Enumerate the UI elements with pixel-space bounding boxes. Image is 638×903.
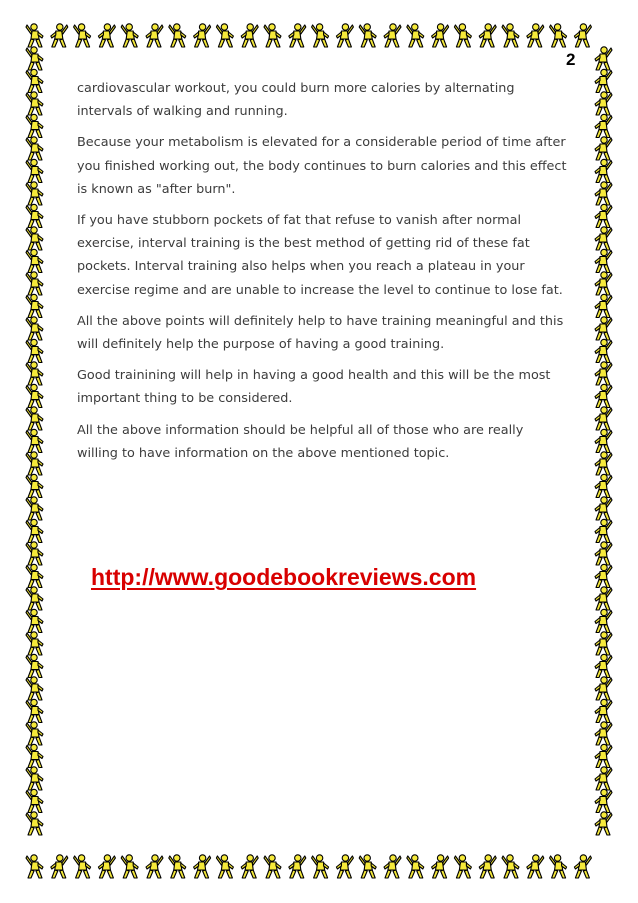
person-figure-icon	[26, 519, 43, 542]
person-figure-icon	[432, 24, 449, 47]
person-figure-icon	[121, 24, 138, 47]
person-figure-icon	[26, 114, 43, 137]
person-figure-icon	[384, 24, 401, 47]
person-figure-icon	[336, 24, 353, 47]
person-figure-icon	[74, 855, 91, 878]
person-figure-icon	[26, 744, 43, 767]
person-figure-icon	[26, 609, 43, 632]
person-figure-icon	[26, 587, 43, 610]
person-figure-icon	[241, 24, 258, 47]
person-figure-icon	[595, 159, 612, 182]
person-figure-icon	[26, 677, 43, 700]
person-figure-icon	[51, 24, 68, 47]
person-figure-icon	[595, 767, 612, 790]
paragraph-6: All the above information should be helpful all of those who are really willing to have information on the above mentioned topic.	[77, 422, 524, 461]
person-figure-icon	[595, 722, 612, 745]
person-figure-icon	[26, 789, 43, 812]
person-figure-icon	[169, 24, 186, 47]
person-figure-icon	[98, 855, 115, 878]
person-figure-icon	[26, 564, 43, 587]
person-figure-icon	[26, 294, 43, 317]
paragraph-1: cardiovascular workout, you could burn more calories by alternating intervals of walking and running.	[77, 81, 515, 120]
person-figure-icon	[454, 855, 471, 878]
person-figure-icon	[502, 24, 519, 47]
person-figure-icon	[595, 744, 612, 767]
person-figure-icon	[289, 855, 306, 878]
person-figure-icon	[26, 855, 43, 878]
person-figure-icon	[595, 204, 612, 227]
person-figure-icon	[595, 654, 612, 677]
person-figure-icon	[26, 429, 43, 452]
person-figure-icon	[312, 855, 329, 878]
website-link[interactable]: http://www.goodebookreviews.com	[91, 564, 477, 590]
person-figure-icon	[26, 92, 43, 115]
person-figure-icon	[26, 699, 43, 722]
person-figure-icon	[527, 855, 544, 878]
person-figure-icon	[264, 24, 281, 47]
page-number: 2	[566, 50, 576, 69]
person-figure-icon	[595, 632, 612, 655]
person-figure-icon	[26, 182, 43, 205]
person-figure-icon	[595, 677, 612, 700]
person-figure-icon	[26, 654, 43, 677]
person-figure-icon	[550, 24, 567, 47]
person-figure-icon	[359, 24, 376, 47]
person-figure-icon	[312, 24, 329, 47]
person-figure-icon	[595, 474, 612, 497]
person-figure-icon	[595, 452, 612, 475]
person-figure-icon	[595, 429, 612, 452]
person-figure-icon	[26, 632, 43, 655]
person-figure-icon	[26, 249, 43, 272]
person-figure-icon	[479, 855, 496, 878]
person-figure-icon	[595, 114, 612, 137]
person-figure-icon	[26, 47, 43, 70]
person-figure-icon	[51, 855, 68, 878]
person-figure-icon	[359, 855, 376, 878]
person-figure-icon	[26, 69, 43, 92]
person-figure-icon	[595, 339, 612, 362]
person-figure-icon	[595, 47, 612, 70]
person-figure-icon	[26, 497, 43, 520]
person-figure-icon	[26, 227, 43, 250]
paragraph-5: Good trainining will help in having a good health and this will be the most important thing to be considered.	[77, 368, 551, 407]
paragraph-4: All the above points will definitely help to have training meaningful and this will definitely help the purpose of having a good training.	[77, 313, 564, 353]
person-figure-icon	[407, 855, 424, 878]
person-figure-icon	[384, 855, 401, 878]
person-figure-icon	[26, 452, 43, 475]
body-text	[77, 77, 567, 473]
person-figure-icon	[595, 564, 612, 587]
person-figure-icon	[26, 272, 43, 295]
person-figure-icon	[595, 789, 612, 812]
person-figure-icon	[595, 812, 612, 835]
person-figure-icon	[26, 317, 43, 340]
person-figure-icon	[502, 855, 519, 878]
person-figure-icon	[26, 542, 43, 565]
person-figure-icon	[169, 855, 186, 878]
person-figure-icon	[574, 855, 591, 878]
person-figure-icon	[595, 317, 612, 340]
person-figure-icon	[26, 159, 43, 182]
person-figure-icon	[241, 855, 258, 878]
person-figure-icon	[595, 587, 612, 610]
person-figure-icon	[216, 855, 233, 878]
person-figure-icon	[194, 855, 211, 878]
person-figure-icon	[264, 855, 281, 878]
person-figure-icon	[595, 497, 612, 520]
person-figure-icon	[595, 137, 612, 160]
person-figure-icon	[595, 249, 612, 272]
paragraph-3: If you have stubborn pockets of fat that refuse to vanish after normal exercise, interval training is the best method of getting rid of these fat pockets. Interval training also helps when you reach a plateau in your exercise regime and are unable to increase the level to continue to lose fat.	[77, 213, 563, 298]
person-figure-icon	[26, 339, 43, 362]
person-figure-icon	[289, 24, 306, 47]
person-figure-icon	[550, 855, 567, 878]
person-figure-icon	[26, 24, 43, 47]
person-figure-icon	[26, 204, 43, 227]
person-figure-icon	[479, 24, 496, 47]
person-figure-icon	[407, 24, 424, 47]
person-figure-icon	[595, 92, 612, 115]
person-figure-icon	[146, 855, 163, 878]
person-figure-icon	[146, 24, 163, 47]
person-figure-icon	[26, 722, 43, 745]
person-figure-icon	[454, 24, 471, 47]
person-figure-icon	[595, 699, 612, 722]
person-figure-icon	[74, 24, 91, 47]
person-figure-icon	[26, 384, 43, 407]
person-figure-icon	[194, 24, 211, 47]
person-figure-icon	[26, 767, 43, 790]
person-figure-icon	[527, 24, 544, 47]
person-figure-icon	[595, 294, 612, 317]
person-figure-icon	[595, 362, 612, 385]
person-figure-icon	[574, 24, 591, 47]
person-figure-icon	[26, 474, 43, 497]
person-figure-icon	[595, 69, 612, 92]
person-figure-icon	[121, 855, 138, 878]
person-figure-icon	[595, 542, 612, 565]
person-figure-icon	[595, 384, 612, 407]
person-figure-icon	[98, 24, 115, 47]
person-figure-icon	[216, 24, 233, 47]
person-figure-icon	[26, 812, 43, 835]
person-figure-icon	[595, 272, 612, 295]
person-figure-icon	[595, 519, 612, 542]
person-figure-icon	[595, 407, 612, 430]
person-figure-icon	[26, 407, 43, 430]
person-figure-icon	[595, 609, 612, 632]
paragraph-2: Because your metabolism is elevated for a considerable period of time after you finished working out, the body continues to burn calories and this effect is known as "after burn".	[77, 135, 567, 197]
person-figure-icon	[26, 137, 43, 160]
person-figure-icon	[26, 362, 43, 385]
person-figure-icon	[595, 182, 612, 205]
person-figure-icon	[432, 855, 449, 878]
person-figure-icon	[336, 855, 353, 878]
person-figure-icon	[595, 227, 612, 250]
